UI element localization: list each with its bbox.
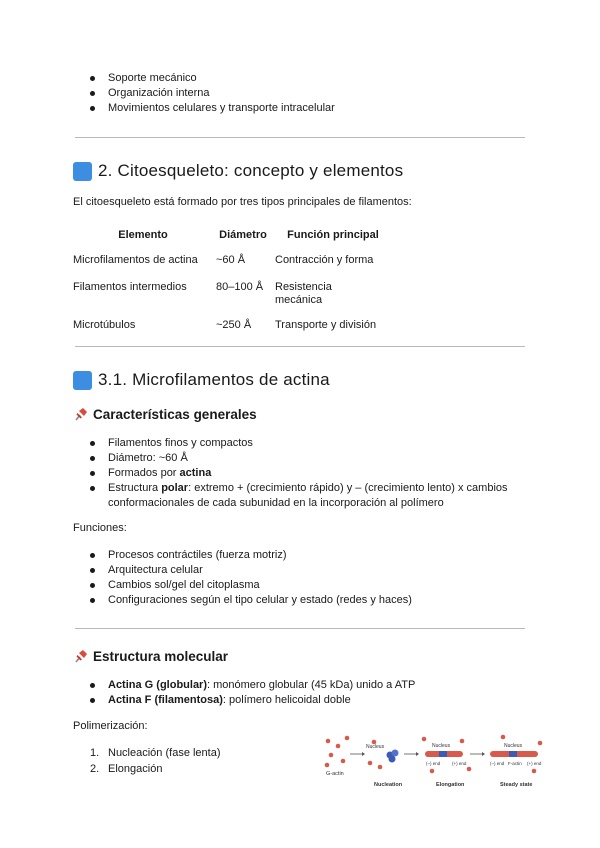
list-item	[90, 678, 415, 693]
item-text: Filamentos finos y compactos	[108, 437, 253, 449]
item-bold-text: Actina G (globular)	[108, 679, 207, 691]
list-item: Organización interna	[90, 86, 335, 101]
table-cell: ~250 Å	[216, 319, 252, 331]
molecular-list	[90, 678, 415, 708]
item-bold-text: polar	[161, 482, 189, 494]
item-text: Formados por	[108, 467, 180, 479]
nucleus-label: Nucleus	[432, 743, 451, 749]
functions-label: Funciones:	[73, 522, 127, 534]
elongating-filament	[425, 751, 463, 757]
column-header: Diámetro	[219, 229, 267, 241]
list-item: Cambios sol/gel del citoplasma	[90, 578, 412, 593]
divider	[75, 346, 525, 347]
filaments-table	[73, 226, 393, 331]
list-item: Procesos contráctiles (fuerza motriz)	[90, 548, 412, 563]
pushpin-icon	[73, 406, 89, 422]
list-item	[90, 466, 520, 481]
subsection-heading	[73, 406, 257, 422]
plus-end-label: (+) end	[527, 761, 542, 766]
table-cell: Microtúbulos	[73, 319, 136, 331]
step-number: 2.	[90, 763, 100, 775]
subsection-heading-text: Estructura molecular	[93, 648, 229, 664]
nucleus-cluster	[387, 750, 399, 763]
minus-end-label: (–) end	[426, 761, 441, 766]
step-text: Nucleación (fase lenta)	[108, 747, 221, 759]
table-cell	[273, 270, 393, 307]
table-cell: Microfilamentos de actina	[73, 254, 198, 266]
section-intro: El citoesqueleto está formado por tres tipos principales de filamentos:	[73, 196, 412, 208]
column-header: Elemento	[118, 229, 168, 241]
polymerization-steps	[90, 745, 221, 777]
subsection-heading-text: Características generales	[93, 406, 257, 422]
list-item: Movimientos celulares y transporte intracelular	[90, 101, 335, 116]
item-text: Diámetro: ~60 Å	[108, 452, 188, 464]
functions-list	[90, 548, 412, 608]
cell-line: mecánica	[275, 294, 323, 306]
table-cell: Contracción y forma	[275, 254, 374, 266]
section-heading	[73, 370, 330, 390]
item-text: : monómero globular (45 kDa) unido a ATP	[207, 679, 416, 691]
item-bold-text: actina	[179, 467, 212, 479]
gactin-label: G-actin	[326, 771, 344, 777]
item-text: Estructura	[108, 482, 162, 494]
blue-square-icon	[73, 371, 92, 390]
arrow-head	[362, 752, 365, 756]
section-heading-text: 3.1. Microfilamentos de actina	[98, 370, 330, 389]
arrow-head	[482, 752, 485, 756]
list-item	[90, 745, 221, 761]
step-number: 1.	[90, 747, 100, 759]
pushpin-icon	[73, 648, 89, 664]
list-item	[90, 436, 520, 451]
table-header-row	[73, 226, 393, 244]
table-row	[73, 307, 393, 331]
list-item	[90, 451, 520, 466]
elongation-label: Elongation	[436, 782, 465, 788]
item-bold-text: Actina F (filamentosa)	[108, 694, 223, 706]
nucleus-label: Nucleus	[504, 743, 523, 749]
item-text: : extremo + (crecimiento rápido) y – (crecimiento lento) x cambios conformacionales de cada subunidad en la incorporación al polímero	[108, 482, 508, 509]
table-row	[73, 270, 393, 307]
table-cell: Filamentos intermedios	[73, 281, 187, 293]
list-item	[90, 761, 221, 777]
arrow-head	[416, 752, 419, 756]
blue-square-icon	[73, 162, 92, 181]
item-text: : polímero helicoidal doble	[222, 694, 351, 706]
minus-end-label: (–) end	[490, 761, 505, 766]
nucleation-label: Nucleation	[374, 782, 403, 788]
list-item	[90, 481, 520, 511]
list-item: Configuraciones según el tipo celular y estado (redes y haces)	[90, 593, 412, 608]
table-row	[73, 244, 393, 270]
general-list	[90, 436, 520, 511]
table-cell: Transporte y división	[275, 319, 377, 331]
step-text: Elongación	[108, 763, 163, 775]
list-item	[90, 693, 415, 708]
divider	[75, 628, 525, 629]
divider	[75, 137, 525, 138]
list-item: Soporte mecánico	[90, 71, 335, 86]
steady-state-label: Steady state	[500, 782, 533, 788]
cell-line: Resistencia	[275, 281, 332, 293]
subsection-heading	[73, 648, 228, 664]
nucleus-label: Nucleus	[366, 744, 385, 750]
section-heading-text: 2. Citoesqueleto: concepto y elementos	[98, 161, 404, 180]
list-item: Arquitectura celular	[90, 563, 412, 578]
factin-label: F-actin	[508, 761, 522, 766]
section-heading	[73, 161, 403, 181]
intro-list	[90, 71, 335, 116]
table-cell: 80–100 Å	[216, 281, 264, 293]
steady-state-filament	[490, 751, 538, 757]
polymerization-label: Polimerización:	[73, 720, 148, 732]
column-header: Función principal	[287, 229, 379, 241]
table-cell: ~60 Å	[216, 254, 246, 266]
plus-end-label: (+) end	[452, 761, 467, 766]
actin-polymerization-diagram	[322, 733, 548, 789]
